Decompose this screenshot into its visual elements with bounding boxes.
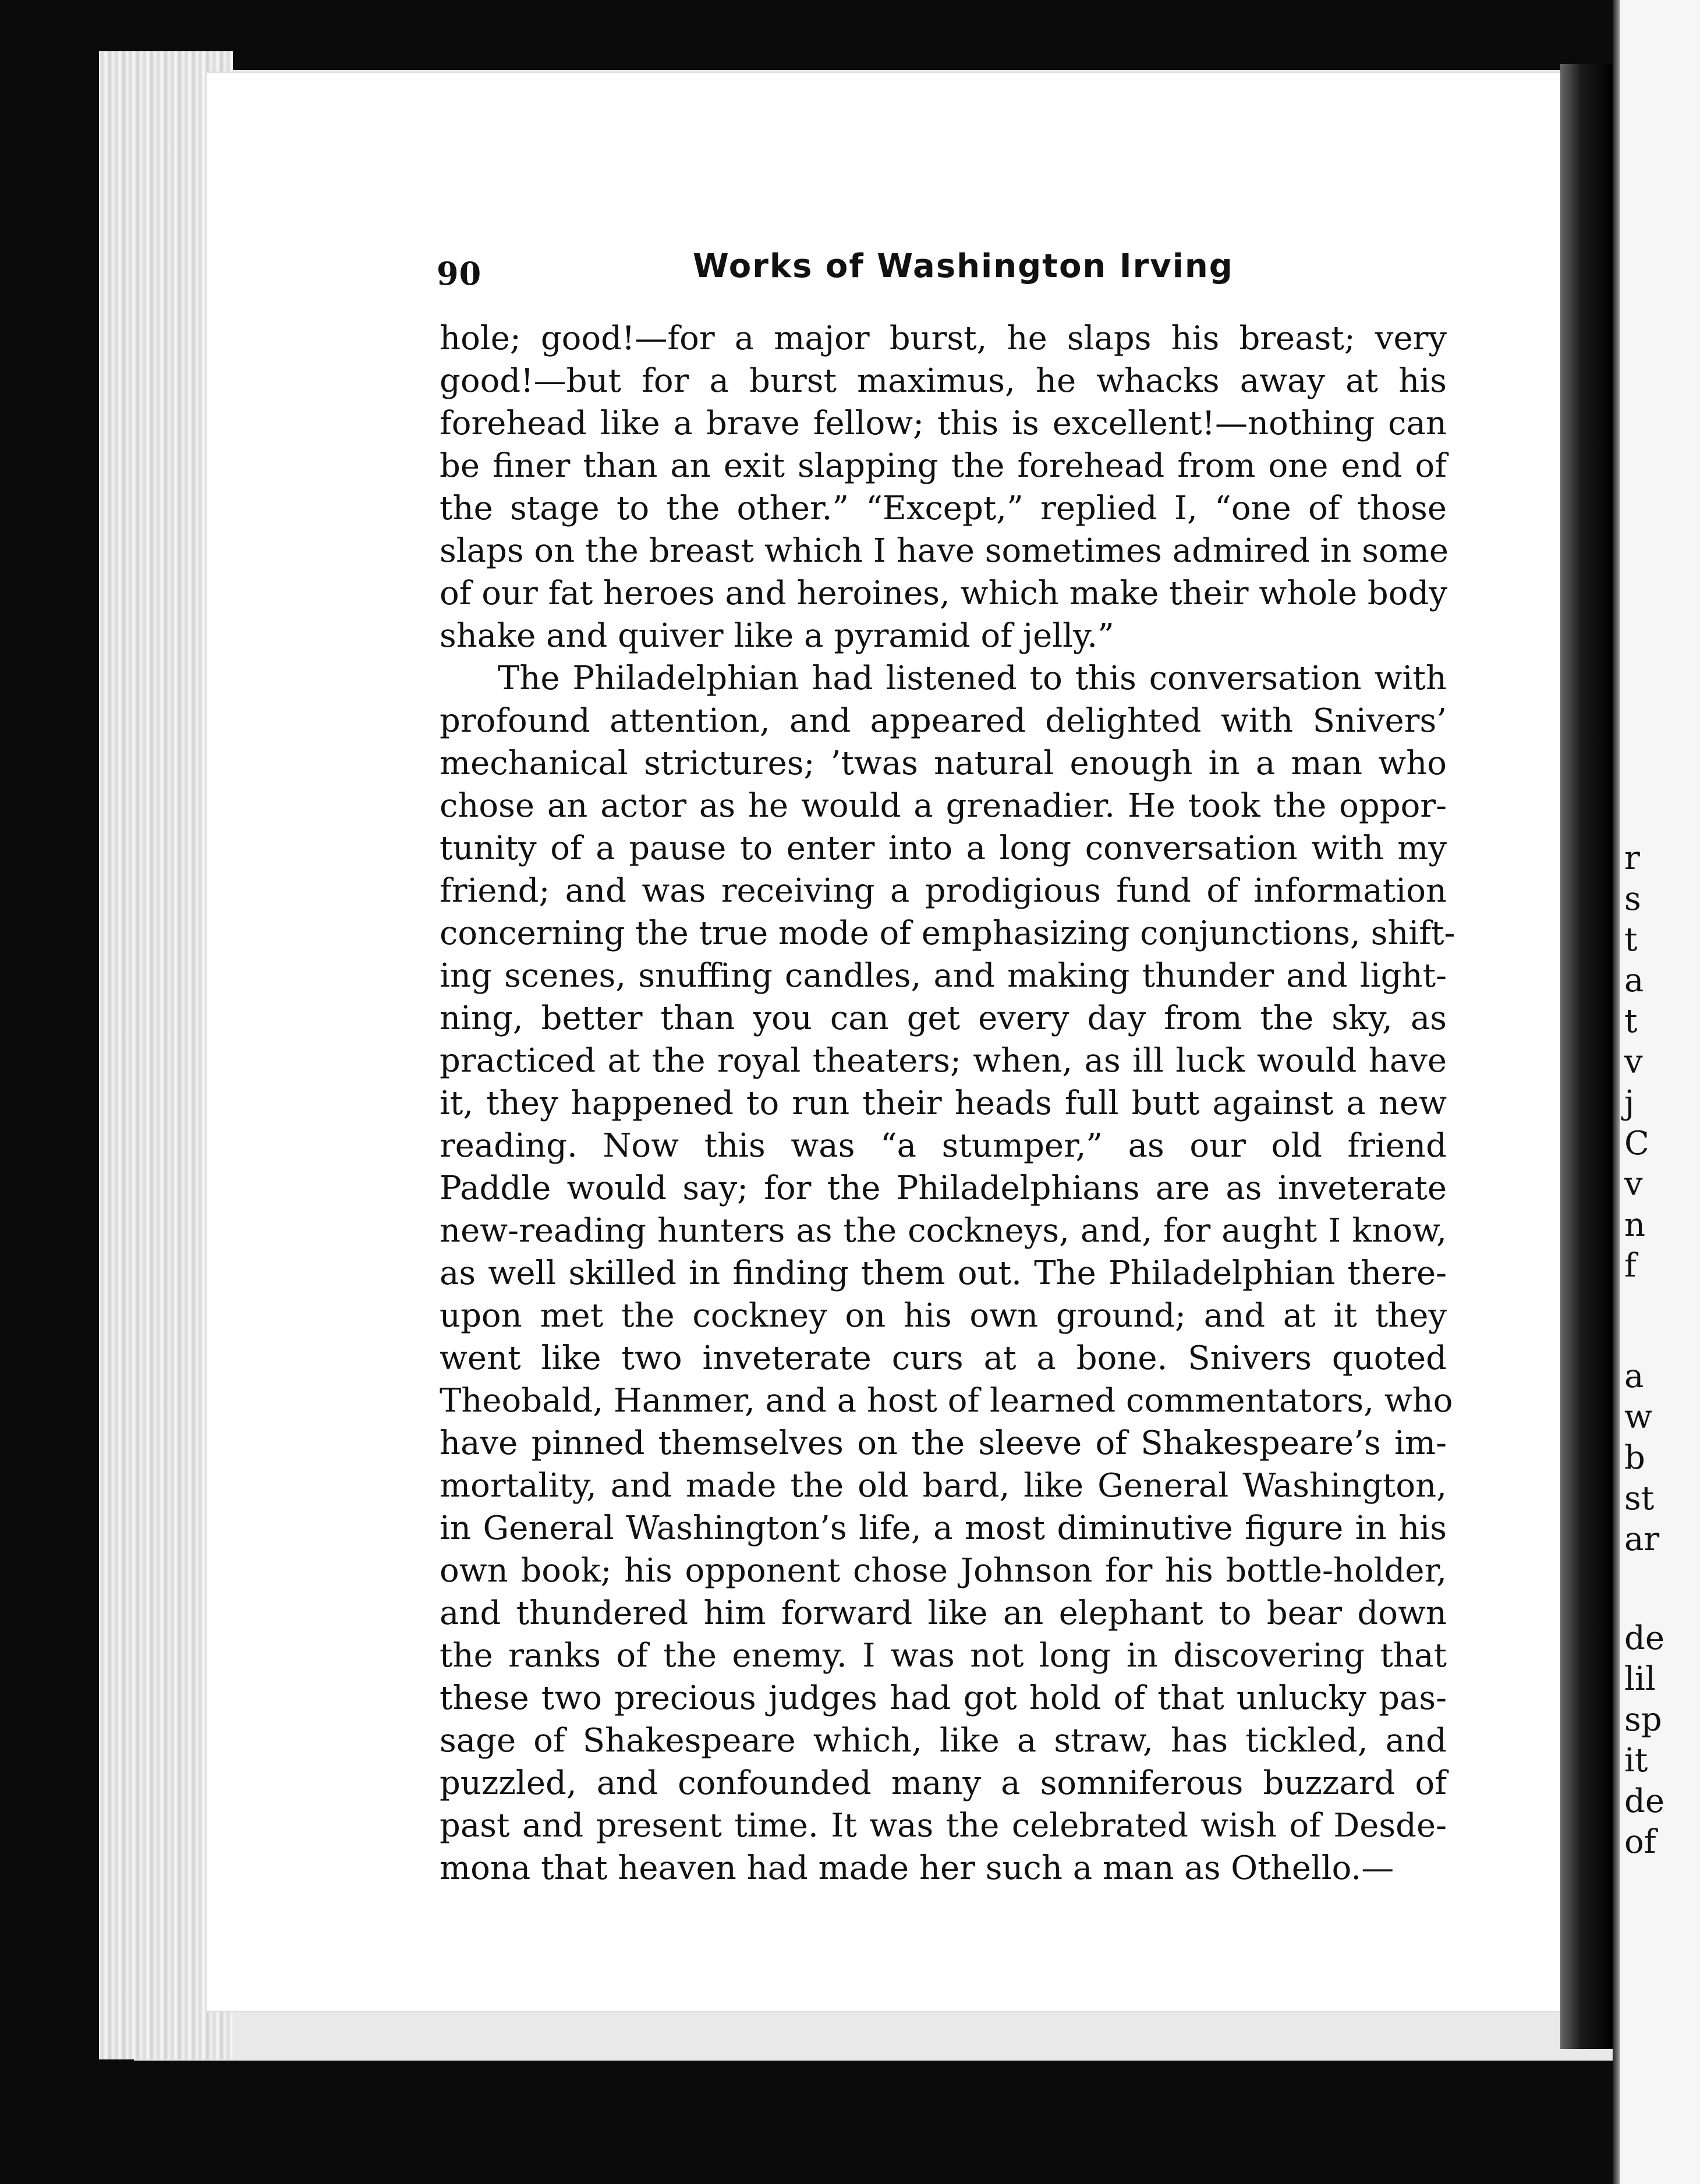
text-line: chose an actor as he would a grenadier. He took the oppor-	[440, 787, 1447, 825]
facing-fragment: lil	[1624, 1660, 1656, 1698]
facing-fragment: j	[1624, 1084, 1635, 1122]
text-line: past and present time. It was the celebrated wish of Desde-	[440, 1807, 1447, 1845]
facing-fragment: C	[1624, 1125, 1649, 1162]
facing-page-shadow	[1613, 0, 1620, 2184]
facing-fragment: b	[1624, 1439, 1645, 1477]
facing-fragment: w	[1624, 1398, 1652, 1436]
text-line: as well skilled in finding them out. The Philadelphian there-	[440, 1254, 1447, 1292]
text-line: friend; and was receiving a prodigious fund of information	[440, 872, 1447, 910]
text-line: puzzled, and confounded many a somniferous buzzard of	[440, 1764, 1447, 1802]
text-line: The Philadelphian had listened to this conversation with	[498, 660, 1447, 697]
text-line: own book; his opponent chose Johnson for his bottle-holder,	[440, 1552, 1447, 1590]
facing-fragment: de	[1624, 1782, 1664, 1820]
text-line: the stage to the other.” “Except,” replied I, “one of those	[440, 490, 1447, 527]
running-head: Works of Washington Irving	[693, 247, 1234, 285]
text-line: mortality, and made the old bard, like General Washington,	[440, 1467, 1447, 1505]
facing-fragment: s	[1624, 880, 1641, 918]
facing-fragment: sp	[1624, 1701, 1662, 1739]
text-line: the ranks of the enemy. I was not long in discovering that	[440, 1637, 1447, 1675]
text-line: it, they happened to run their heads full butt against a new	[440, 1084, 1447, 1122]
facing-fragment: v	[1624, 1165, 1643, 1203]
text-line: be finer than an exit slapping the forehead from one end of	[440, 447, 1447, 485]
text-line: mona that heaven had made her such a man as Othello.—	[440, 1849, 1394, 1887]
text-line: concerning the true mode of emphasizing conjunctions, shift-	[440, 914, 1455, 952]
text-line: Paddle would say; for the Philadelphians are as inveterate	[440, 1169, 1447, 1207]
text-line: tunity of a pause to enter into a long conversation with my	[440, 829, 1447, 867]
text-line: slaps on the breast which I have sometimes admired in some	[440, 532, 1448, 570]
facing-fragment: v	[1624, 1043, 1643, 1081]
text-line: Theobald, Hanmer, and a host of learned commentators, who	[440, 1382, 1453, 1420]
facing-page-edge	[1613, 0, 1700, 2184]
facing-fragment: t	[1624, 1002, 1638, 1040]
text-line: ing scenes, snuffing candles, and making thunder and light-	[440, 957, 1447, 995]
text-line: of our fat heroes and heroines, which make their whole body	[440, 575, 1447, 612]
body-text	[440, 317, 1455, 1889]
facing-fragment: a	[1624, 1357, 1644, 1395]
text-line: forehead like a brave fellow; this is excellent!—nothing can	[440, 405, 1447, 442]
text-line: new-reading hunters as the cockneys, and, for aught I know,	[440, 1212, 1447, 1250]
text-line: profound attention, and appeared delighted with Snivers’	[440, 702, 1447, 740]
facing-fragment: n	[1624, 1206, 1646, 1244]
text-line: these two precious judges had got hold of that unlucky pas-	[440, 1679, 1447, 1717]
text-line: ning, better than you can get every day from the sky, as	[440, 999, 1447, 1037]
facing-fragment: f	[1624, 1247, 1637, 1285]
facing-fragment: of	[1624, 1823, 1656, 1861]
text-line: upon met the cockney on his own ground; and at it they	[440, 1297, 1447, 1335]
facing-fragment: r	[1624, 839, 1640, 877]
facing-fragment: ar	[1624, 1520, 1660, 1558]
text-line: good!—but for a burst maximus, he whacks away at his	[440, 362, 1447, 400]
text-line: sage of Shakespeare which, like a straw, has tickled, and	[440, 1722, 1447, 1760]
facing-fragment: t	[1624, 921, 1638, 959]
text-line: went like two inveterate curs at a bone. Snivers quoted	[440, 1339, 1447, 1377]
book-gutter	[1560, 64, 1613, 2049]
facing-fragment: a	[1624, 962, 1644, 999]
text-line: and thundered him forward like an elephant to bear down	[440, 1594, 1447, 1632]
facing-fragment: de	[1624, 1619, 1664, 1657]
text-line: have pinned themselves on the sleeve of Shakespeare’s im-	[440, 1424, 1447, 1462]
facing-fragment: it	[1624, 1742, 1648, 1779]
text-line: mechanical strictures; ’twas natural enough in a man who	[440, 744, 1447, 782]
facing-fragment: st	[1624, 1480, 1655, 1518]
text-line: hole; good!—for a major burst, he slaps his breast; very	[440, 320, 1447, 357]
text-line: practiced at the royal theaters; when, as ill luck would have	[440, 1042, 1447, 1080]
text-line: shake and quiver like a pyramid of jelly.”	[440, 617, 1114, 655]
text-line: reading. Now this was “a stumper,” as our old friend	[440, 1127, 1447, 1165]
text-line: in General Washington’s life, a most diminutive figure in his	[440, 1509, 1447, 1547]
page-number: 90	[437, 255, 482, 292]
